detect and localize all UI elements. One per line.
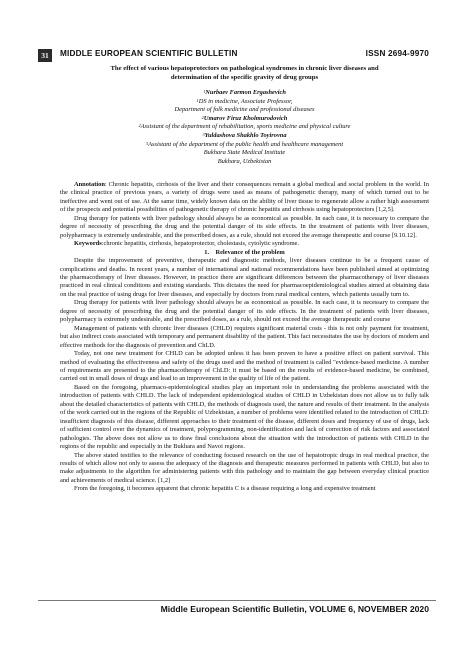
issn: ISSN 2694-9970 <box>365 49 429 58</box>
author-3-affiliation <box>60 141 429 150</box>
author-1-affiliation-2: Department of folk medicine and professional diseases <box>174 106 315 114</box>
author-3-name: Yuldashova Shakhlo Toyirovna <box>204 131 287 139</box>
author-2-aff-sup: 2 <box>138 123 141 129</box>
body-paragraph: From the foregoing, it becomes apparent that chronic hepatitis C is a disease requiring a long and expensive treatment <box>74 485 376 493</box>
journal-name: MIDDLE EUROPEAN SCIENTIFIC BULLETIN <box>60 49 238 58</box>
annotation-paragraph <box>60 181 429 215</box>
annotation-label: Annotation <box>74 181 105 188</box>
author-2-name: Umarov Firuz Kholmurodovich <box>203 114 288 122</box>
page-number: 31 <box>38 49 52 62</box>
author-1-aff-sup: 1 <box>196 97 199 103</box>
author-1-sup: 1 <box>203 89 206 94</box>
author-2-sup: 2 <box>201 114 204 120</box>
author-2-affiliation <box>60 123 429 132</box>
author-3-aff-sup: 3 <box>145 140 149 146</box>
annotation-paragraph-2: Drug therapy for patients with liver pathology should always be as economical as possible. In each case, it is necessary to compare the degree of necessity of prescribing the drug and the potential danger of its side effects. In the treatment of patients with liver diseases, polypharmacy is extremely undesirable, and the prescribed doses, as a rule, should not exceed the average therapeutic and course [9.10.12]. <box>60 214 429 239</box>
article-body <box>60 181 429 494</box>
body-paragraph: Management of patients with chronic liver diseases (CHLD) requires significant material costs - this is not only payment for treatment, but also indirect costs associated with temporary and permanent disability of the patient. This fact necessitates the use by doctors of modern and effective methods for the diagnosis of prevention and ChLD. <box>60 324 429 349</box>
title-line-2: determination of the specific gravity of drug groups <box>170 74 319 81</box>
page-footer: Middle European Scientific Bulletin, VOLUME 6, NOVEMBER 2020 <box>160 604 429 614</box>
author-3 <box>60 132 429 141</box>
section-title: Relevance of the problem <box>215 248 285 256</box>
running-header <box>60 49 429 58</box>
author-2 <box>60 115 429 124</box>
annotation-text: : Chronic hepatitis, cirrhosis of the liver and their consequences remain a global medical and social problem in the world. In the clinical practice of previous years, a variety of drugs were used as means of pathogenetic therapy, many of which turned out to be ineffective and went out of use. At the same time, widely known data on the ability of liver tissue to regenerate allow a rather high assessment of the prospects and potential possibilities of pathogenetic therapy of chronic hepatitis and cirrhosis using hepatoprotectors [1,2,5]. <box>60 181 429 214</box>
author-2-aff-text: Assistant of the department of rehabilitation, sports medicine and physical culture <box>140 123 351 131</box>
author-3-aff-text: Assistant of the department of the public health and healthcare management <box>148 140 344 148</box>
section-heading <box>60 249 429 257</box>
article-title <box>60 64 429 82</box>
footer-divider <box>38 600 436 601</box>
keywords-label: Keywords <box>74 240 102 248</box>
body-paragraph: Based on the foregoing, pharmaco-epidemiological studies play an important role in understanding the problems associated with the introduction of patients with CHLD. The lack of independent epidemiological studies of CHLD in Uzbekistan does not allow us to fully talk about the detailed characteristics of patients with CHLD, the methods of diagnosis used, the nature and results of their treatment. In the analysis of the work carried out in the regions of the Republic of Uzbekistan, a number of problems were identified related to the introduction of CHLD: insufficient diagnosis of this disease, different approaches to their treatment of the disease, different doses and frequency of use of drugs, lack of sufficient control over the dynamics of treatment, polyprogramming, non-identification and lack of correction of risk factors and associated pathologies. The above does not allow us to draw final conclusions about the situation with the introduction of patients with CHLD in the regions of the republic and especially in the Bukhara and Navoi regions. <box>60 383 429 451</box>
body-paragraph: Today, not one new treatment for CHLD can be adopted unless it has been proven to have a positive effect on patient survival. This method of evaluating the effectiveness and safety of the drugs used and the method of treatment is called "evidence-based medicine. A number of requirements are presented to the pharmacotherapy of ChLD: it must be based on the results of evidence-based medicine, be combined, carried out in small doses of drugs and lead to an improvement in the quality of life of the patient. <box>60 350 429 383</box>
author-block <box>60 89 429 166</box>
body-paragraph: Despite the improvement of preventive, therapeutic and diagnostic methods, liver diseases continue to be a frequent cause of complications and deaths. In recent years, a number of international and national recommendations have been published aimed at optimizing the pharmacotherapy of liver diseases. However, in practice there are significant differences between the pharmacotherapy of liver diseases practiced in real clinical conditions and existing standards. This dictates the need for pharmacoepidemiological studies aimed at obtaining data on the real practice of using drugs for liver diseases, and especially by doctors from rural medical centers, which patients usually turn to. <box>60 257 429 298</box>
keywords-paragraph <box>60 240 429 248</box>
author-1-aff-text: DS in medicine, Associate Professor, <box>198 97 293 105</box>
keywords-text: :chronic hepatitis, cirrhosis, hepatoprotector, cholestasis, cytolytic syndrome. <box>101 240 299 248</box>
institute: Bukhara State Medical Institute <box>203 149 286 157</box>
section-number: 1. <box>204 248 210 256</box>
body-paragraph: Drug therapy for patients with liver pathology should always be as economical as possible. In each case, it is necessary to compare the degree of necessity of prescribing the drug and the potential danger of its side effects. In the treatment of patients with liver diseases, polypharmacy is extremely undesirable, and the prescribed doses, as a rule, should not exceed the average therapeutic and course <box>60 299 429 324</box>
author-3-sup: 3 <box>202 131 205 137</box>
author-1-name: Nurbaev Farmon Ergashevich <box>205 89 286 96</box>
author-1-affiliation-1 <box>60 98 429 107</box>
author-1 <box>60 89 429 98</box>
city: Bukhara, Uzbekistan <box>217 157 272 165</box>
body-paragraph: The above stated testifies to the relevance of conducting focused research on the use of hepatotropic drugs in real medical practice, the results of which allow not only to assess the adequacy of the diagnosis and therapeutic measures performed in patients with CHLD, but also to make adjustments to the algorithm for administering patients with this pathology and to maintain the gap between everyday clinical practice and achievements of medical science. [1,2] <box>60 451 429 484</box>
title-line-1: The effect of various hepatoprotectors on pathological syndromes in chronic liver diseases and <box>110 65 379 72</box>
